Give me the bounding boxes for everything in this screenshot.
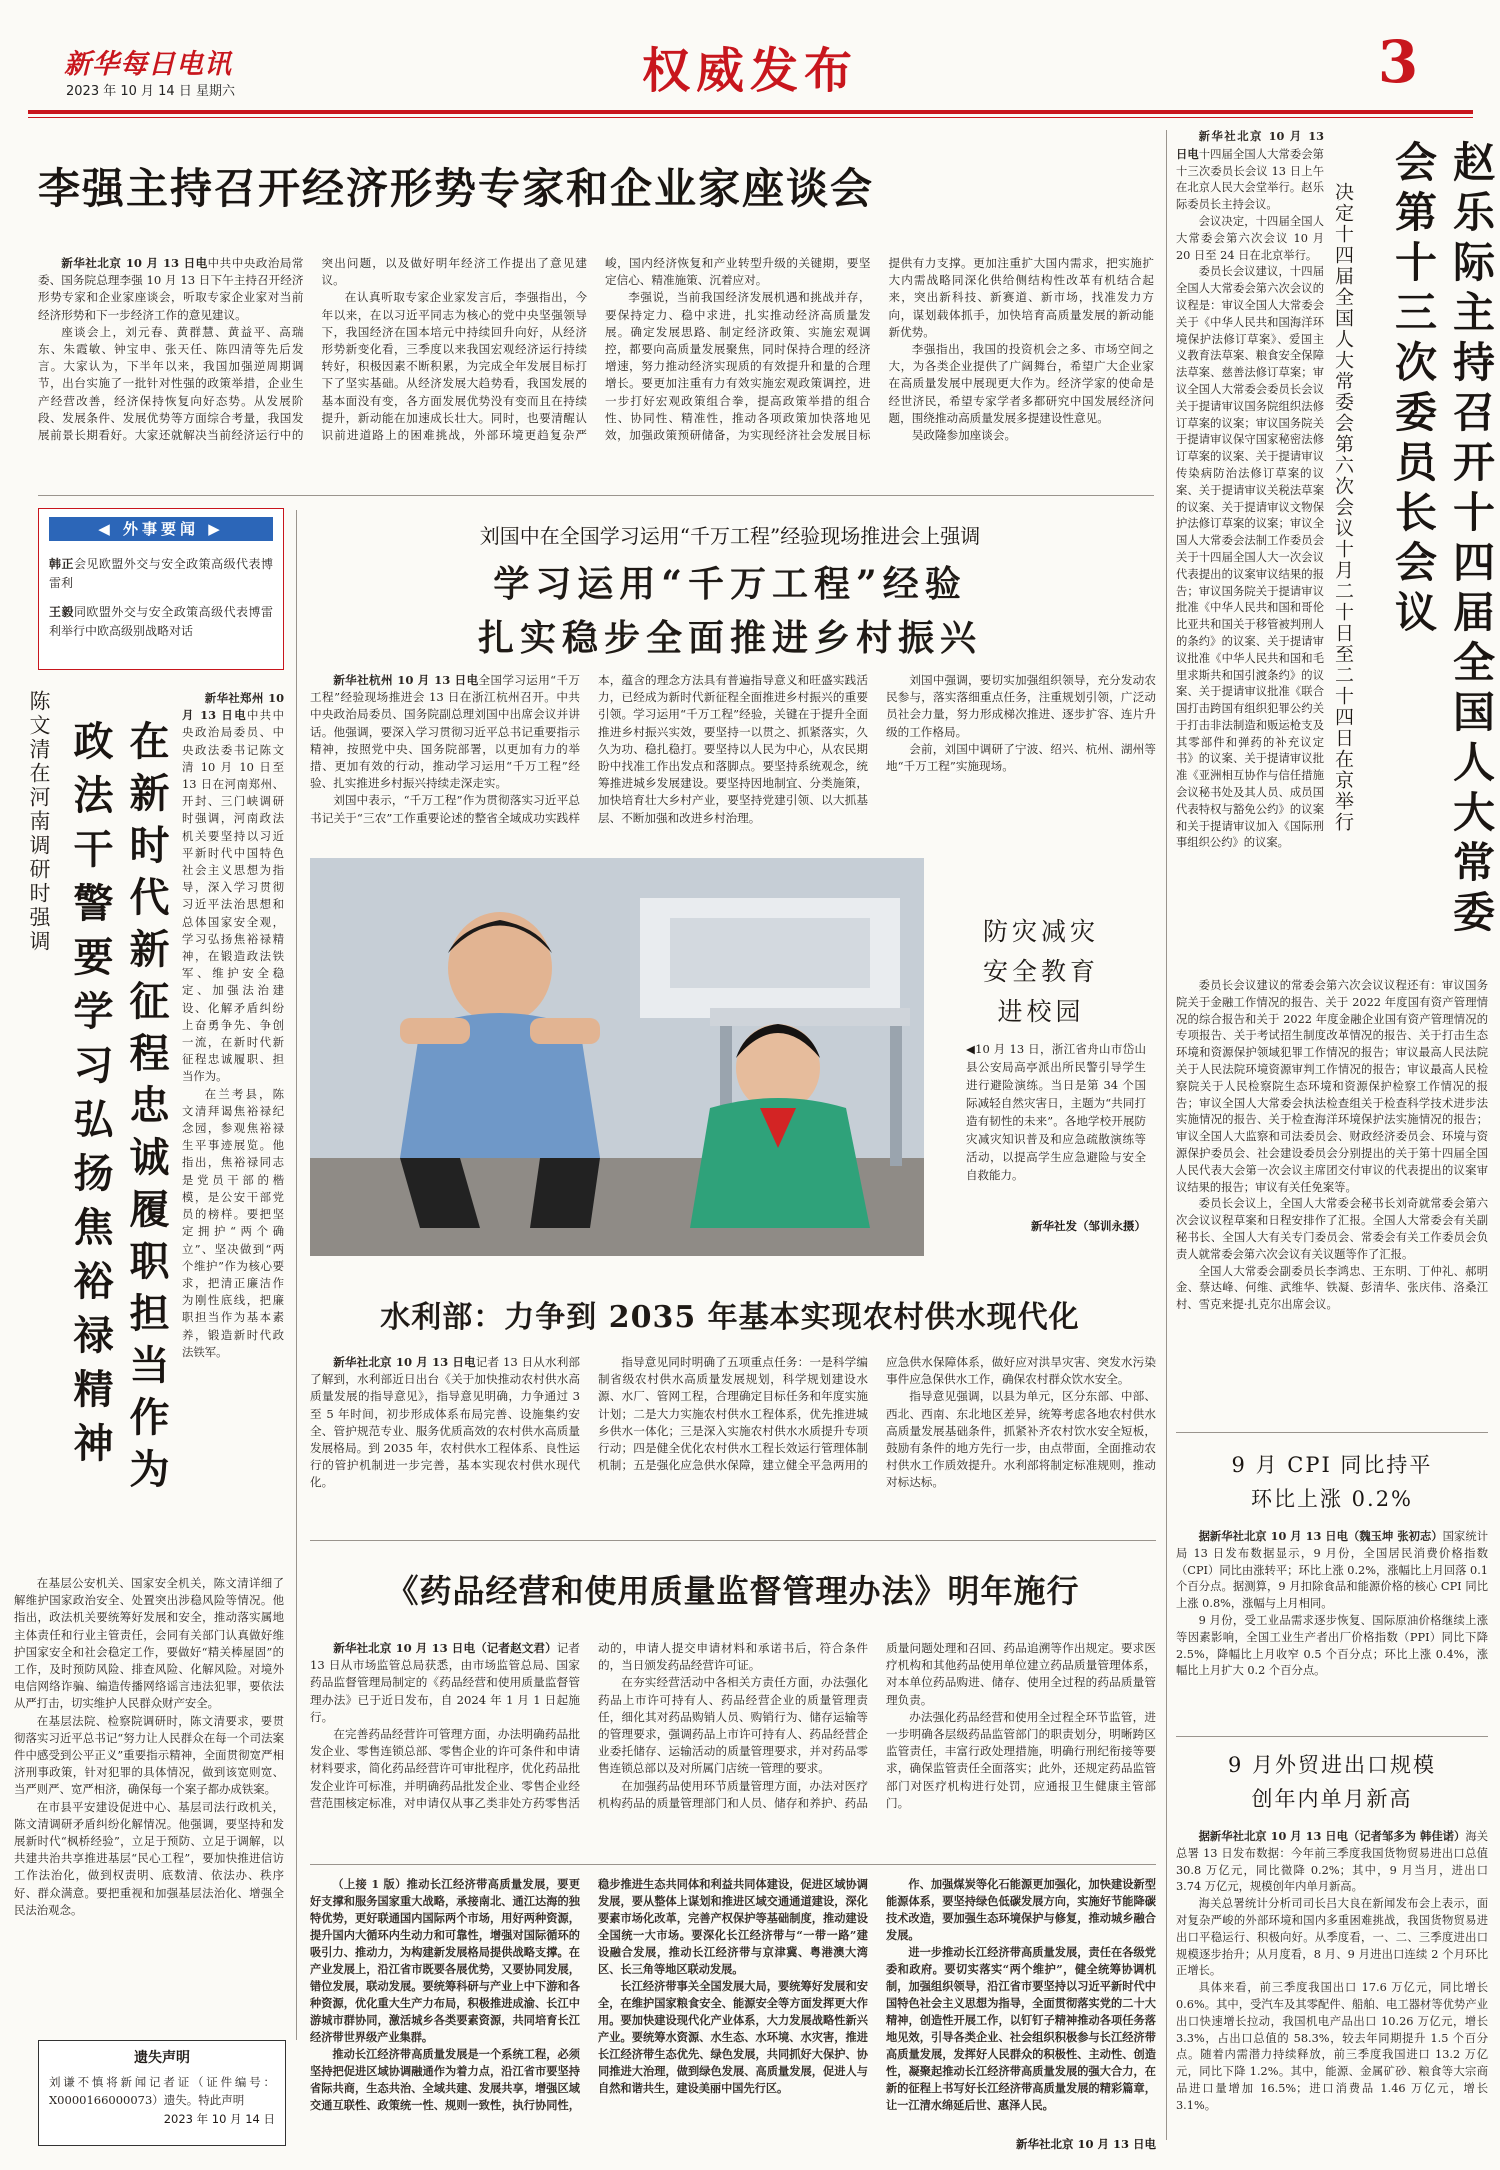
continued-lead: （上接 1 版） [332, 1877, 407, 1891]
water-title: 水利部：力争到 2035 年基本实现农村供水现代化 [380, 1300, 1080, 1335]
liu-body: 新华社杭州 10 月 13 日电全国学习运用“千万工程”经验现场推进会 13 日在浙江杭州召开。中共中央政治局委员、国务院副总理刘国中出席会议并讲话。他强调，要深入学习贯彻习近平总书记重要指示精神，按照党中央、国务院部署，以更加有力的举措、更加有效的行动，推动学习运用“千万工程”经验、扎实推进乡村振兴持续走深走实。 刘国中表示，“千万工程”作为贯彻落实习近平总书记关于“三农”工作重要论述的整省全域成功实践样本，蕴含的理念方法具有普遍指导意义和旺盛实践活力，已经成为新时代新征程全面推进乡村振兴的重要引领。学习运用“千万工程”经验，关键在于提升全面推进乡村振兴实效，要坚持一以贯之、抓紧落实，久久为功、稳扎稳打。要坚持以人民为中心，从农民期盼中找准工作出发点和落脚点。要坚持系统观念，统筹推进城乡发展建设。要坚持因地制宜、分类施策，加快培育壮大乡村产业，要坚持党建引领、以大抓基层、不断加强和改进乡村治理。 刘国中强调，要切实加强组织领导，充分发动农民参与，落实落细重点任务，注重规划引领，广泛动员社会力量，努力形成梯次推进、逐步扩容、连片升级的工作格局。 会前，刘国中调研了宁波、绍兴、杭州、湖州等地“千万工程”实施现场。 [310, 672, 1156, 842]
photo-illustration [310, 858, 924, 1256]
zhao-title: 赵乐际主持召开十四届全国人大常委会第十三次委员长会议 [1389, 140, 1496, 940]
paragraph: 刘国中表示，“千万工程”作为贯彻落实习近平总书记关于“三农”工作重要论述的整省全域成功实践样本，蕴含的理念方法具有普遍指导意义和旺盛实践活力，已经成为新时代新征程全面推进乡村振兴的重要引领。学习运用“千万工程”经验，关键在于提升全面推进乡村振兴实效，要坚持一以贯之、抓紧落实，久久为功、稳扎稳打。要坚持以人民为中心，从农民期盼中找准工作出发点和落脚点。要坚持系统观念，统筹推进城乡发展建设。要坚持因地制宜、分类施策，加快培育壮大乡村产业，要坚持党建引领、以大抓基层、不断加强和改进乡村治理。 [310, 673, 868, 825]
news-photo [310, 858, 924, 1256]
chen-body-wide [14, 1575, 284, 2030]
foreign-news-item: 王毅同欧盟外交与安全政策高级代表博雷利举行中欧高级别战略对话 [49, 605, 273, 638]
paragraph: 在认真听取专家企业家发言后，李强指出，今年以来，在以习近平同志为核心的党中央坚强领导下，我国经济在国本培元中持续回升向好，从经济形势新变化看，三季度以来我国宏观经济运行持续转好，积极因素不断积累，为完成全年发展目标打下了坚实基础。从经济发展大趋势看，我国发展的基本面没有变，各方面发展优势没有变而且在持续提升，新动能在加速成长壮大。同时，也要清醒认识前进道路上的困难挑战，外部环境更趋复杂严峻，国内经济恢复和产业转型升级的关键期，要坚定信心、精准施策、沉着应对。 [321, 256, 871, 443]
divider [1176, 1432, 1488, 1433]
dateline: 新华社北京 10 月 13 日电 [61, 256, 208, 270]
notice-date: 2023 年 10 月 14 日 [163, 2112, 275, 2126]
foreign-news-label: 外事要闻 [122, 520, 199, 538]
photo-title-line: 进校园 [997, 997, 1085, 1026]
cpi-title-line: 环比上涨 0.2% [1250, 1487, 1414, 1511]
foreign-news-box [38, 508, 284, 670]
notice-body: 刘谦不慎将新闻记者证（证件编号：X0000166000073）遗失。特此声明 [49, 2075, 275, 2107]
paragraph: 在基层法院、检察院调研时，陈文清要求，要贯彻落实习近平总书记“努力让人民群众在每一个司法案件中感受到公平正义”重要指示精神，全面贯彻宽严相济刑事政策，针对犯罪的具体情况，做到该宽则宽、当严则严、宽严相济，确保每一个案子都办成铁案。 [14, 1713, 284, 1797]
zhao-body-narrow: 新华社北京 10 月 13 日电十四届全国人大常委会第十三次委员长会议 13 日上午在北京人民大会堂举行。赵乐际委员长主持会议。 会议决定，十四届全国人大常委会第六次会议 10 月 20 日至 24 日在北京举行。 委员长会议建议，十四届全国人大常委会第六次会议的议程是：审议全国人大常委会关于《中华人民共和国海洋环境保护法修订草案》、爱国主义教育法草案、粮食安全保障法草案、慈善法修订草案；审议全国人大常委会委员长会议关于提请审议国务院组织法修订草案的议案；审议国务院关于提请审议保守国家秘密法修订草案的议案、关于提请审议传染病防治法修订草案的议案、关于提请审议关税法草案的议案、关于提请审议文物保护法修订草案的议案；审议全国人大常委会法制工作委员会关于十四届全国人大一次会议代表提出的议案审议结果的报告；审议国务院关于提请审议批准《中华人民共和国和哥伦比亚共和国关于移管被判刑人的条约》的议案、关于提请审议批准《中华人民共和国和毛里求斯共和国引渡条约》的议案、关于提请审议批准《联合国打击跨国有组织犯罪公约关于打击非法制造和贩运枪支及其零部件和弹药的补充议定书》的议案、关于提请审议批准《亚洲相互协作与信任措施会议秘书处及其人员、成员国代表特权与豁免公约》的议案和关于提请审议加入《国际刑事组织公约》的议案。 [1176, 128, 1324, 968]
photo-credit: 新华社发（邹训永摄） [1031, 1219, 1146, 1233]
page-number: 3 [1377, 28, 1419, 96]
cpi-title-line: 9 月 CPI 同比持平 [1231, 1453, 1433, 1477]
paragraph: 推动长江经济带高质量发展是一个系统工程，必须坚持把促进区域协调融通作为着力点，沿江省市要坚持省际共商，生态共治、全域共建、发展共享，增强区域交通互联性、政策统一性、规则一致性，执行协同性，稳步推进生态共同体和利益共同体建设，促进区域协调发展，要从整体上谋划和推进区域交通通道建设，深化要素市场化改革，完善产权保护等基础制度，推动建设全国统一大市场。要深化长江经济带与“一带一路”建设融合发展，推动长江经济带与京津冀、粤港澳大湾区、长三角等地区联动发展。 [310, 1877, 868, 2112]
water-body: 新华社北京 10 月 13 日电记者 13 日从水利部了解到，水利部近日出台《关于加快推动农村供水高质量发展的指导意见》，指导意见明确，力争通过 3 至 5 年时间，初步形成体系布局完善、设施集约安全、管护规范专业、服务优质高效的农村供水高质量发展格局。到 2035 年，农村供水工程体系、良性运行的管护机制进一步完善，基本实现农村供水现代化。 指导意见同时明确了五项重点任务：一是科学编制省级农村供水高质量发展规划，科学规划建设水源、水厂、管网工程，合理确定目标任务和年度实施计划；二是大力实施农村供水工程体系，优先推进城乡供水一体化；三是深入实施农村供水水质提升专项行动；四是健全优化农村供水工程长效运行管理体制机制；五是强化应急供水保障，建立健全平急两用的应急供水保障体系，做好应对洪旱灾害、突发水污染事件应急保供水工作，确保农村群众饮水安全。 指导意见强调，以县为单元，区分东部、中部、西北、西南、东北地区差异，统筹考虑各地农村供水高质量发展基础条件，抓紧补齐农村饮水安全短板，鼓励有条件的地方先行一步，由点带面，全面推动农村供水工作质效提升。水利部将制定标准规则，推动对标达标。 [310, 1354, 1156, 1524]
paragraph: 9 月份，受工业品需求逐步恢复、国际原油价格继续上涨等因素影响，全国工业生产者出厂价格指数（PPI）同比下降 2.5%，降幅比上月收窄 0.5 个百分点；环比上涨 0.4%，涨幅比上月扩大 0.2 个百分点。 [1176, 1613, 1488, 1678]
paragraph: 指导意见同时明确了五项重点任务：一是科学编制省级农村供水高质量发展规划，科学规划建设水源、水厂、管网工程，合理确定目标任务和年度实施计划；二是大力实施农村供水工程体系，优先推进城乡供水一体化；三是深入实施农村供水水质提升专项行动；四是健全优化农村供水工程长效运行管理体制机制；五是强化应急供水保障，建立健全平急两用的应急供水保障体系，做好应对洪旱灾害、突发水污染事件应急保供水工作，确保农村群众饮水安全。 [598, 1355, 1156, 1473]
paragraph: 委员长会议建议，十四届全国人大常委会第六次会议的议程是：审议全国人大常委会关于《中华人民共和国海洋环境保护法修订草案》、爱国主义教育法草案、粮食安全保障法草案、慈善法修订草案；审议全国人大常委会委员长会议关于提请审议国务院组织法修订草案的议案；审议国务院关于提请审议保守国家秘密法修订草案的议案、关于提请审议传染病防治法修订草案的议案、关于提请审议关税法草案的议案、关于提请审议文物保护法修订草案的议案；审议全国人大常委会法制工作委员会关于十四届全国人大一次会议代表提出的议案审议结果的报告；审议国务院关于提请审议批准《中华人民共和国和哥伦比亚共和国关于移管被判刑人的条约》的议案、关于提请审议批准《中华人民共和国和毛里求斯共和国引渡条约》的议案、关于提请审议批准《联合国打击跨国有组织犯罪公约关于打击非法制造和贩运枪支及其零部件和弹药的补充议定书》的议案、关于提请审议批准《亚洲相互协作与信任措施会议秘书处及其人员、成员国代表特权与豁免公约》的议案和关于提请审议加入《国际刑事组织公约》的议案。 [1176, 265, 1324, 850]
chen-title-2: 政法干警要学习弘扬焦裕禄精神 [67, 720, 114, 1476]
dateline: 据新华社北京 10 月 13 日电（记者邹多为 韩佳诺） [1198, 1829, 1466, 1843]
chen-title-1: 在新时代新征程忠诚履职担当作为 [123, 720, 170, 1500]
paragraph: 具体来看，前三季度我国出口 17.6 万亿元，同比增长 0.6%。其中，受汽车及其零配件、船舶、电工器材等优势产业出口快速增长拉动，我国机电产品出口 10.26 万亿元，增长 3.3%，占出口总值的 58.3%，较去年同期提升 1.5 个百分点。随着内需潜力持续释放，前三季度我国进口 13.2 万亿元，同比下降 1.2%。其中，能源、金属矿砂、粮食等大宗商品进口量增加 16.5%；进口消费品 1.46 万亿元，增长 3.1%。 [1176, 1981, 1488, 2112]
dateline: 新华社北京 10 月 13 日电 [333, 1355, 476, 1369]
zhao-body-wide [1176, 978, 1488, 1424]
divider [310, 1864, 1156, 1865]
dateline: 新华社杭州 10 月 13 日电 [333, 673, 479, 687]
paragraph: 吴政隆参加座谈会。 [911, 428, 1017, 443]
paragraph: 指导意见强调，以县为单元，区分东部、中部、西北、西南、东北地区差异，统筹考虑各地农村供水高质量发展基础条件，抓紧补齐农村饮水安全短板，鼓励有条件的地方先行一步，由点带面，全面推动农村供水工作质效提升。水利部将制定标准规则，推动对标达标。 [886, 1389, 1156, 1490]
caption-marker-icon: ◀ [966, 1042, 976, 1056]
paragraph: 进一步推动长江经济带高质量发展，责任在各级党委和政府。要切实落实“两个维护”，健全统筹协调机制，加强组织领导，沿江省市要坚持以习近平新时代中国特色社会主义思想为指导，全面贯彻落实党的二十大精神，创造性开展工作，以钉钉子精神推动各项任务落地见效，引导各类企业、社会组织积极参与长江经济带高质量发展，发挥好人民群众的积极性、主动性、创造性，凝聚起推动长江经济带高质量发展的强大合力，在新的征程上书写好长江经济带高质量发展的精彩篇章，让一江清水绵延后世、惠泽人民。 [886, 1945, 1156, 2112]
photo-caption: ◀10 月 13 日，浙江省舟山市岱山县公安局高亭派出所民警引导学生进行避险演练。当日是第 34 个国际减轻自然灾害日，主题为“共同打造有韧性的未来”。各地学校开展防灾减灾知识普及和应急疏散演练等活动，以提高学生应急避险与安全自救能力。 [966, 1042, 1146, 1182]
foreign-news-item: 韩正会见欧盟外交与安全政策高级代表博雷利 [49, 557, 273, 590]
chen-body-narrow: 新华社郑州 10 月 13 日电中共中央政治局委员、中央政法委书记陈文清 10 月 10 日至 13 日在河南郑州、开封、三门峡调研时强调，河南政法机关要坚持以习近平新时代中国特色社会主义思想为指导，深入学习贯彻习近平法治思想和总体国家安全观，学习弘扬焦裕禄精神，在锻造政法铁军、维护安全稳定、加强法治建设、化解矛盾纠纷上奋勇争先、争创一流，在新时代新征程忠诚履职、担当作为。 在兰考县，陈文清拜谒焦裕禄纪念园，参观焦裕禄生平事迹展览。他指出，焦裕禄同志是党员干部的楷模，是公安干部党员的榜样。要把坚定拥护“两个确立”、坚决做到“两个维护”作为核心要求，把清正廉洁作为刚性底线，把廉职担当作为基本素养，锻造新时代政法铁军。 [182, 690, 284, 1570]
divider [296, 510, 297, 2040]
paragraph: 在加强药品使用环节质量管理方面，办法对医疗机构药品的质量管理部门和人员、储存和养护、药品质量问题处理和召回、药品追溯等作出规定。要求医疗机构和其他药品使用单位建立药品质量管理体系，对本单位药品购进、储存、使用全过程的药品质量管理负责。 [598, 1641, 1156, 1810]
trade-title [1176, 1748, 1488, 1816]
section-title: 权威发布 [641, 43, 858, 99]
dateline: 据新华社北京 10 月 13 日电（魏玉坤 张初志） [1198, 1529, 1443, 1543]
foreign-news-lead: 王毅 [49, 605, 74, 619]
headline-main: 李强主持召开经济形势专家和企业家座谈会 [38, 164, 875, 213]
divider [38, 495, 1154, 496]
arrow-right-icon: ▶ [208, 520, 224, 538]
paragraph: 在基层公安机关、国家安全机关，陈文清详细了解维护国家政治安全、处置突出涉稳风险等情况。他指出，政法机关要统筹好发展和安全，推动落实属地主体责任和行业主管责任，会同有关部门认真做好维护国家安全和社会稳定工作，要做好“精关棒屋固”的工作，及时预防风险、排查风险、化解风险。对境外电信网络诈骗、编造传播网络谣言违法犯罪，要依法从严打击，切实维护人民群众财产安全。 [14, 1576, 284, 1711]
paragraph: 座谈会上，刘元春、黄群慧、黄益平、高瑞东、朱霞敏、钟宝申、张天任、陈四清等先后发言。大家认为，下半年以来，我国加强逆周期调节，出台实施了一批针对性强的政策举措，企业生产经营改善，经济保持恢复向好态势。从发展阶段、发展条件、发展优势等方面综合考量，我国发展前景长期看好。大家还就解决当前经济运行中的突出问题，以及做好明年经济工作提出了意见建议。 [38, 256, 587, 443]
liu-kicker: 刘国中在全国学习运用“千万工程”经验现场推进会上强调 [479, 524, 981, 548]
newspaper-logo: 新华每日电讯 [64, 49, 232, 80]
drug-body: 新华社北京 10 月 13 日电（记者赵文君）记者 13 日从市场监管总局获悉，由市场监管总局、国家药品监督管理局制定的《药品经营和使用质量监督管理办法》已于近日发布，自 2024 年 1 月 1 日起施行。 在完善药品经营许可管理方面，办法明确药品批发企业、零售连锁总部、零售企业的许可条件和申请材料要求，简化药品经营许可审批程序，优化药品批发企业许可标准，并明确药品批发企业、零售企业经营范围核定标准，对申请仅从事乙类非处方药零售活动的，申请人提交申请材料和承诺书后，符合条件的，当日颁发药品经营许可证。 在夯实经营活动中各相关方责任方面，办法强化药品上市许可持有人、药品经营企业的质量管理责任，细化其对药品购销人员、购销行为、储存运输等的管理要求，强调药品上市许可持有人、药品经营企业委托储存、运输活动的质量管理要求，并对药品零售连锁总部以及对所属门店统一管理的要求。 在加强药品使用环节质量管理方面，办法对医疗机构药品的质量管理部门和人员、储存和养护、药品质量问题处理和召回、药品追溯等作出规定。要求医疗机构和其他药品使用单位建立药品质量管理体系，对本单位药品购进、储存、使用全过程的药品质量管理负责。 办法强化药品经营和使用全过程全环节监管，进一步明确各层级药品监管部门的职责划分，明晰跨区监管责任，丰富行政处理措施，明确行刑纪衔接等要求，确保监管责任全面落实；此外，还规定药品监管部门对医疗机构进行处罚，应通报卫生健康主管部门。 [310, 1640, 1156, 1850]
notice-box [38, 2040, 286, 2146]
cpi-body: 据新华社北京 10 月 13 日电（魏玉坤 张初志）国家统计局 13 日发布数据显示，9 月份，全国居民消费价格指数（CPI）同比由涨转平；环比上涨 0.2%，涨幅比上月回落 0.1 个百分点。据测算，9 月扣除食品和能源价格的核心 CPI 同比上涨 0.8%，涨幅与上月相同。 9 月份，受工业品需求逐步恢复、国际原油价格继续上涨等因素影响，全国工业生产者出厂价格指数（PPI）同比下降 2.5%，降幅比上月收窄 0.5 个百分点；环比上涨 0.4%，涨幅比上月扩大 0.2 个百分点。 [1176, 1528, 1488, 1728]
issue-date: 2023 年 10 月 14 日 星期六 [66, 84, 235, 99]
continued-body: （上接 1 版）推动长江经济带高质量发展，要更好支撑和服务国家重大战略，承接南北、通江达海的独特优势，更好联通国内国际两个市场，用好两种资源，提升国内大循环内生动力和可靠性，增强对国际循环的吸引力、推动力，为构建新发展格局提供战略支撑。在产业发展上，沿江省市既要各展优势，又要协同发展，错位发展，联动发展。要统筹科研与产业上中下游和各种资源，优化重大生产力布局，积极推进成渝、长江中游城市群协同，激活城乡各类要素资源，共同培育长江经济带世界级产业集群。 推动长江经济带高质量发展是一个系统工程，必须坚持把促进区域协调融通作为着力点，沿江省市要坚持省际共商，生态共治、全域共建、发展共享，增强区域交通互联性、政策统一性、规则一致性，执行协同性，稳步推进生态共同体和利益共同体建设，促进区域协调发展，要从整体上谋划和推进区域交通通道建设，深化要素市场化改革，完善产权保护等基础制度，推动建设全国统一大市场。要深化长江经济带与“一带一路”建设融合发展，推动长江经济带与京津冀、粤港澳大湾区、长三角等地区联动发展。 长江经济带事关全国发展大局，要统筹好发展和安全，在维护国家粮食安全、能源安全等方面发挥更大作用。要加快建设现代化产业体系，大力发展战略性新兴产业。要统筹水资源、水生态、水环境、水灾害，推进长江经济带生态优先、绿色发展，共同抓好大保护、协同推进大治理，做到绿色发展、高质量发展，促进人与自然和谐共生，建设美丽中国先行区。 作、加强煤炭等化石能源更加强化，加快建设新型能源体系，要坚持绿色低碳发展方向，实施好节能降碳技术改造，要加强生态环境保护与修复，推动城乡融合发展。 进一步推动长江经济带高质量发展，责任在各级党委和政府。要切实落实“两个维护”，健全统筹协调机制，加强组织领导，沿江省市要坚持以习近平新时代中国特色社会主义思想为指导，全面贯彻落实党的二十大精神，创造性开展工作，以钉钉子精神推动各项任务落地见效，引导各类企业、社会组织积极参与长江经济带高质量发展，发挥好人民群众的积极性、主动性、创造性，凝聚起推动长江经济带高质量发展的强大合力，在新的征程上书写好长江经济带高质量发展的精彩篇章，让一江清水绵延后世、惠泽人民。 [310, 1877, 1156, 2112]
masthead-rule-thin [28, 117, 1473, 118]
paragraph: 李强指出，我国的投资机会之多、市场空间之大，为各类企业提供了广阔舞台，希望广大企业家在高质量发展中展现更大作为。经济学家的使命是经世济民，希望专家学者多都研究中国发展经济问题，围绕推动高质量发展多提建设性意见。 [888, 342, 1154, 425]
cpi-title [1176, 1448, 1488, 1516]
liu-title-line2: 扎实稳步全面推进乡村振兴 [477, 617, 982, 659]
foreign-news-label-bar [49, 517, 273, 541]
paragraph: 全国人大常委会副委员长李鸿忠、王东明、丁仲礼、郝明金、蔡达峰、何维、武维华、铁凝、彭清华、张庆伟、洛桑江村、雪克来提·扎克尔出席会议。 [1176, 1264, 1488, 1312]
trade-title-line: 创年内单月新高 [1251, 1787, 1413, 1811]
drug-title: 《药品经营和使用质量监督管理办法》明年施行 [386, 1572, 1080, 1610]
arrow-left-icon: ◀ [98, 520, 114, 538]
photo-title-line: 安全教育 [982, 957, 1099, 986]
zhao-subtitle: 决定十四届全国人大常委会第六次会议十月二十日至二十四日在京举行 [1332, 182, 1354, 833]
divider [1176, 1736, 1488, 1737]
paragraph: 会议决定，十四届全国人大常委会第六次会议 10 月 20 日至 24 日在北京举行。 [1176, 214, 1324, 262]
paragraph: 委员长会议上，全国人大常委会秘书长刘奇就常委会第六次会议议程草案和日程安排作了汇报。全国人大常委会有关副秘书长、全国人大有关专门委员会、常委会有关工作委员会负责人就常委会第六次会议有关议题等作了汇报。 [1176, 1197, 1488, 1261]
masthead [0, 0, 1500, 112]
paragraph: 在市县平安建设促进中心、基层司法行政机关，陈文清调研矛盾纠纷化解情况。他强调，要坚持和发展新时代“枫桥经验”，立足于预防、立足于调解，以共建共治共享推进基层“民心工程”，要加快推进信访工作法治化，做到权责明、底数清、依法办、秩序好、群众满意。要把重视和加强基层法治化、增强全民法治观念。 [14, 1799, 284, 1917]
paragraph: 会前，刘国中调研了宁波、绍兴、杭州、湖州等地“千万工程”实施现场。 [886, 741, 1156, 774]
masthead-rule [28, 110, 1473, 114]
liu-title-line1: 学习运用“千万工程”经验 [493, 563, 967, 605]
trade-body: 据新华社北京 10 月 13 日电（记者邹多为 韩佳诺）海关总署 13 日发布数据：今年前三季度我国货物贸易进出口总值 30.8 万亿元，同比微降 0.2%；其中，9 月当月，进出口 3.74 万亿元，规模创年内单月新高。 海关总署统计分析司司长吕大良在新闻发布会上表示，面对复杂严峻的外部环境和国内多重困难挑战，我国货物贸易进出口平稳运行、积极向好。从季度看，一、二、三季度进出口规模逐步抬升；从月度看，8 月、9 月进出口连续 2 个月环比正增长。 具体来看，前三季度我国出口 17.6 万亿元，同比增长 0.6%。其中，受汽车及其零配件、船舶、电工器材等优势产业出口快速增长拉动，我国机电产品出口 10.26 万亿元，增长 3.3%，占出口总值的 58.3%，较去年同期提升 1.5 个百分点。随着内需潜力持续释放，前三季度我国进口 13.2 万亿元，同比下降 1.2%。其中，能源、金属矿砂、粮食等大宗商品进口量增加 16.5%；进口消费品 1.46 万亿元，增长 3.1%。 [1176, 1828, 1488, 2148]
divider [1166, 130, 1167, 2140]
paragraph: 海关总署统计分析司司长吕大良在新闻发布会上表示，面对复杂严峻的外部环境和国内多重困难挑战，我国货物贸易进出口平稳运行、积极向好。从季度看，一、二、三季度进出口规模逐步抬升；从月度看，8 月、9 月进出口连续 2 个月环比正增长。 [1176, 1897, 1488, 1978]
divider [310, 1540, 1156, 1541]
paragraph: 在夯实经营活动中各相关方责任方面，办法强化药品上市许可持有人、药品经营企业的质量管理责任，细化其对药品购销人员、购销行为、储存运输等的管理要求，强调药品上市许可持有人、药品经营企业委托储存、运输活动的质量管理要求，并对药品零售连锁总部以及对所属门店统一管理的要求。 [598, 1675, 868, 1776]
continued-credit: 新华社北京 10 月 13 日电 [1015, 2137, 1156, 2151]
paragraph: 作、加强煤炭等化石能源更加强化，加快建设新型能源体系，要坚持绿色低碳发展方向，实施好节能降碳技术改造，要加强生态环境保护与修复，推动城乡融合发展。 [886, 1877, 1156, 1942]
chen-subtitle: 陈文清在河南调研时强调 [27, 690, 51, 954]
photo-feature-title [936, 912, 1146, 1032]
dateline: 新华社北京 10 月 13 日电 [1176, 129, 1324, 161]
foreign-news-lead: 韩正 [49, 557, 74, 571]
paragraph: 在完善药品经营许可管理方面，办法明确药品批发企业、零售连锁总部、零售企业的许可条件和申请材料要求，简化药品经营许可审批程序，优化药品批发企业许可标准，并明确药品批发企业、零售企业经营范围核定标准，对申请仅从事乙类非处方药零售活动的，申请人提交申请材料和承诺书后，符合条件的，当日颁发药品经营许可证。 [310, 1641, 868, 1810]
trade-title-line: 9 月外贸进出口规模 [1227, 1753, 1437, 1777]
dateline: 新华社郑州 10 月 13 日电 [182, 691, 284, 723]
paragraph: 长江经济带事关全国发展大局，要统筹好发展和安全，在维护国家粮食安全、能源安全等方面发挥更大作用。要加快建设现代化产业体系，大力发展战略性新兴产业。要统筹水资源、水生态、水环境、水灾害，推进长江经济带生态优先、绿色发展，共同抓好大保护、协同推进大治理，做到绿色发展、高质量发展，促进人与自然和谐共生，建设美丽中国先行区。 [598, 1979, 868, 2095]
paragraph: 在兰考县，陈文清拜谒焦裕禄纪念园，参观焦裕禄生平事迹展览。他指出，焦裕禄同志是党员干部的楷模，是公安干部党员的榜样。要把坚定拥护“两个确立”、坚决做到“两个维护”作为核心要求，把清正廉洁作为刚性底线，把廉职担当作为基本素养，锻造新时代政法铁军。 [182, 1086, 284, 1359]
dateline: 新华社北京 10 月 13 日电（记者赵文君） [333, 1641, 557, 1655]
paragraph: 李强说，当前我国经济发展机遇和挑战并存，要保持定力、稳中求进，扎实推动经济高质量发展。确定发展思路、制定经济政策、实施宏观调控，都要向高质量发展聚焦，同时保持合理的经济增速，努力推动经济实现质的有效提升和量的合理增长。要更加注重有力有效实施宏观政策调控，进一步打好宏观政策组合拳，提高政策举措的组合性、协同性、精准性，推动各项政策加快落地见效，加强政策预研储备，为实现经济社会发展目标提供有力支撑。更加注重扩大国内需求，把实施扩大内需战略同深化供给侧结构性改革有机结合起来，突出新科技、新赛道、新市场，找准发力方向，谋划载体抓手，加快培育高质量发展的新动能新优势。 [605, 256, 1154, 443]
article-main-body: 新华社北京 10 月 13 日电中共中央政治局常委、国务院总理李强 10 月 13 日下午主持召开经济形势专家和企业家座谈会，听取专家企业家对当前经济形势和下一步经济工作的意见建议。 座谈会上，刘元春、黄群慧、黄益平、高瑞东、朱霞敏、钟宝申、张天任、陈四清等先后发言。大家认为，下半年以来，我国加强逆周期调节，出台实施了一批针对性强的政策举措，企业生产经营改善，经济保持恢复向好态势。从发展阶段、发展条件、发展优势等方面综合考量，我国发展前景长期看好。大家还就解决当前经济运行中的突出问题，以及做好明年经济工作提出了意见建议。 在认真听取专家企业家发言后，李强指出，今年以来，在以习近平同志为核心的党中央坚强领导下，我国经济在国本培元中持续回升向好，从经济形势新变化看，三季度以来我国宏观经济运行持续转好，积极因素不断积累，为完成全年发展目标打下了坚实基础。从经济发展大趋势看，我国发展的基本面没有变，各方面发展优势没有变而且在持续提升，新动能在加速成长壮大。同时，也要清醒认识前进道路上的困难挑战，外部环境更趋复杂严峻，国内经济恢复和产业转型升级的关键期，要坚定信心、精准施策、沉着应对。 李强说，当前我国经济发展机遇和挑战并存，要保持定力、稳中求进，扎实推动经济高质量发展。确定发展思路、制定经济政策、实施宏观调控，都要向高质量发展聚焦，同时保持合理的经济增速，努力推动经济实现质的有效提升和量的合理增长。要更加注重有力有效实施宏观政策调控，进一步打好宏观政策组合拳，提高政策举措的组合性、协同性、精准性，推动各项政策加快落地见效，加强政策预研储备，为实现经济社会发展目标提供有力支撑。更加注重扩大国内需求，把实施扩大内需战略同深化供给侧结构性改革有机结合起来，突出新科技、新赛道、新市场，找准发力方向，谋划载体抓手，加快培育高质量发展的新动能新优势。 李强指出，我国的投资机会之多、市场空间之大，为各类企业提供了广阔舞台，希望广大企业家在高质量发展中展现更大作为。经济学家的使命是经世济民，希望专家学者多都研究中国发展经济问题，围绕推动高质量发展多提建设性意见。 吴政隆参加座谈会。 [38, 255, 1154, 485]
paragraph: 委员长会议建议的常委会第六次会议议程还有：审议国务院关于金融工作情况的报告、关于 2022 年度国有资产管理情况的综合报告和关于 2022 年度金融企业国有资产管理情况的专项报告、关于考试招生制度改革情况的报告、关于打击生态环境和资源保护领域犯罪工作情况的报告；审议最高人民法院关于人民法院环境资源审判工作情况的报告；审议最高人民检察院关于人民检察院生态环境和资源保护检察工作情况的报告；审议全国人大常委会执法检查组关于检查科学技术进步法实施情况的报告、关于检查海洋环境保护法实施情况的报告；审议全国人大监察和司法委员会、财政经济委员会、环境与资源保护委员会、社会建设委员会分别提出的关于第十四届全国人民代表大会第一次会议主席团交付审议的代表提出的议案审议结果的报告；审议有关任免案等。 [1176, 979, 1488, 1194]
photo-title-line: 防灾减灾 [982, 917, 1099, 946]
notice-title: 遗失声明 [134, 2050, 190, 2066]
paragraph: 刘国中强调，要切实加强组织领导，充分发动农民参与，落实落细重点任务，注重规划引领，广泛动员社会力量，努力形成梯次推进、逐步扩容、连片升级的工作格局。 [886, 673, 1156, 739]
paragraph: 办法强化药品经营和使用全过程全环节监管，进一步明确各层级药品监管部门的职责划分，明晰跨区监管责任，丰富行政处理措施，明确行刑纪衔接等要求，确保监管责任全面落实；此外，还规定药品监管部门对医疗机构进行处罚，应通报卫生健康主管部门。 [886, 1709, 1156, 1810]
